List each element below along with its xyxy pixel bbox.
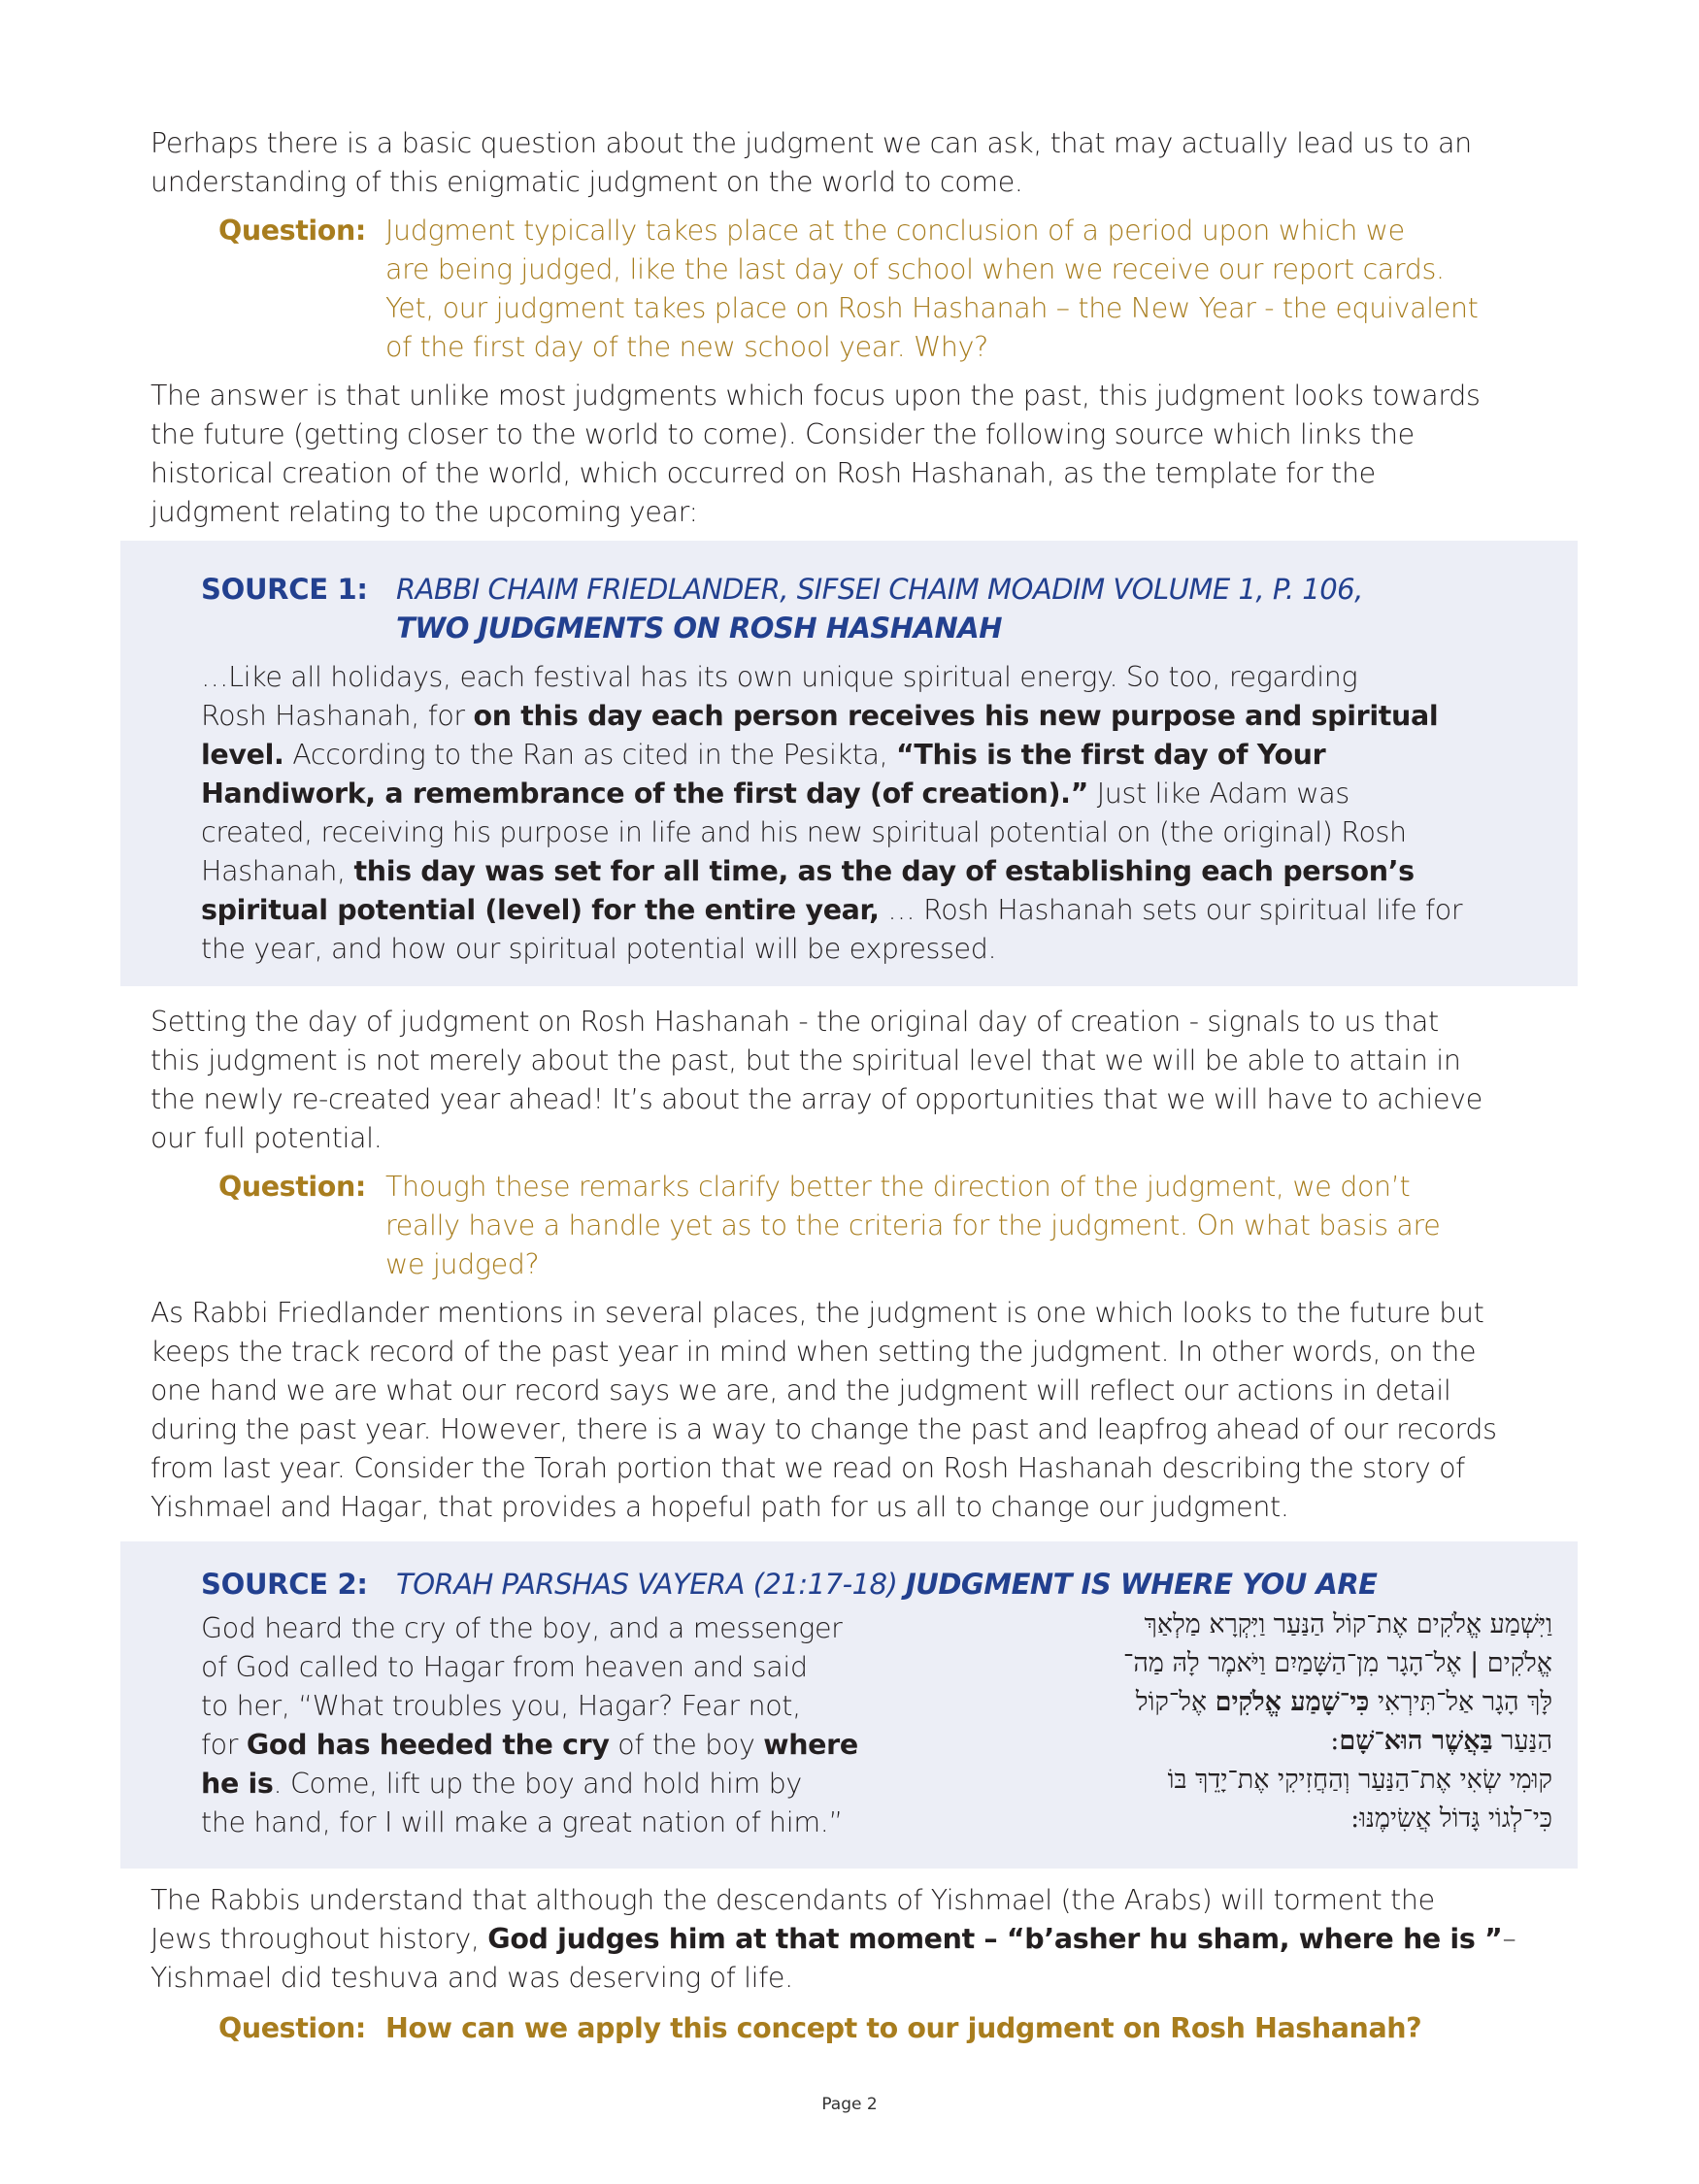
rabbis-paragraph xyxy=(150,1881,1516,1998)
text-run: for xyxy=(201,1729,247,1761)
text-line: Perhaps there is a basic question about the judgment we can ask, that may actually lead us to an xyxy=(150,127,1472,159)
question-text: How can we apply this concept to our judgment on Rosh Hashanah? xyxy=(385,2012,1422,2044)
text-line xyxy=(201,1648,858,1687)
question-3 xyxy=(0,2009,1699,2048)
text-line: the future (getting closer to the world to come). Consider the following source which links the xyxy=(150,418,1415,450)
source-title-bold: JUDGMENT IS WHERE YOU ARE xyxy=(906,1568,1378,1601)
text-line: we judged? xyxy=(385,1248,540,1280)
text-run: קוּמִי שְׂאִי אֶת־הַנַּעַר וְהַחֲזִיקִי אֶת־יָדֵךְ בּוֹ xyxy=(1167,1765,1552,1795)
text-line xyxy=(201,1687,858,1726)
text-line xyxy=(201,852,1462,891)
text-line: Judgment typically takes place at the conclusion of a period upon which we xyxy=(385,215,1405,247)
text-run: וַיִּשְׁמַע אֱלֹקִים אֶת־קוֹל הַנַּעַר וַיִּקְרָא מַלְאַךְ xyxy=(1144,1609,1552,1639)
answer-paragraph xyxy=(150,377,1481,532)
text-line xyxy=(201,891,1462,930)
text-run: God heard the cry of the boy, and a messenger xyxy=(201,1612,843,1644)
text-run: Yishmael did teshuva and was deserving of life. xyxy=(150,1962,793,1994)
text-line xyxy=(201,658,1462,697)
text-line xyxy=(201,1726,858,1765)
text-run: the year, and how our spiritual potential will be expressed. xyxy=(201,933,997,965)
text-line xyxy=(150,1959,1516,1998)
text-line: of the first day of the new school year. Why? xyxy=(385,331,988,363)
source-title-line: RABBI CHAIM FRIEDLANDER, SIFSEI CHAIM MOADIM VOLUME 1, P. 106, xyxy=(396,573,1363,606)
text-line: Yishmael and Hagar, that provides a hopeful path for us all to change our judgment. xyxy=(150,1491,1289,1523)
bold-text: this day was set for all time, as the day of establishing each person’s xyxy=(353,855,1415,887)
text-line: keeps the track record of the past year in mind when setting the judgment. In other words, on the xyxy=(150,1336,1477,1368)
text-line xyxy=(201,736,1462,775)
source-title xyxy=(396,570,1363,647)
bold-text: God has heeded the cry xyxy=(246,1729,610,1761)
text-line xyxy=(201,813,1462,852)
text-run: … Rosh Hashanah sets our spiritual life for xyxy=(879,894,1463,926)
text-run: Jews throughout history, xyxy=(150,1923,488,1955)
text-run: the hand, for I will make a great nation of him.” xyxy=(201,1806,843,1838)
bold-text: Handiwork, a remembrance of the first day (of creation).” xyxy=(201,778,1088,810)
bold-text: God judges him at that moment – “b’asher hu sham, where he is ” xyxy=(487,1923,1503,1955)
bold-text: level. xyxy=(201,739,284,771)
bold-text: he is xyxy=(201,1768,274,1800)
text-line xyxy=(1123,1605,1552,1644)
text-line: As Rabbi Friedlander mentions in several places, the judgment is one which looks to the future but xyxy=(150,1297,1484,1329)
text-run: לָּךְ הָגָר אַל־תִּירְאִי xyxy=(1369,1687,1552,1717)
bold-text: where xyxy=(763,1729,858,1761)
source-2-box xyxy=(120,1541,1578,1869)
text-line xyxy=(1123,1722,1552,1761)
text-line: during the past year. However, there is a way to change the past and leapfrog ahead of our records xyxy=(150,1413,1497,1445)
page-number: Page 2 xyxy=(821,2095,878,2114)
text-run: כִּי־לְגוֹי גָּדוֹל אֲשִׂימֶנּוּ: xyxy=(1350,1803,1552,1834)
text-line xyxy=(201,775,1462,813)
source-title xyxy=(396,1565,1377,1604)
text-run: אֱלֹקִים | אֶל־הָגָר מִן־הַשָּׁמַיִם וַיֹּאמֶר לָהּ מַה־ xyxy=(1123,1648,1552,1678)
text-line: really have a handle yet as to the criteria for the judgment. On what basis are xyxy=(385,1209,1441,1241)
text-line xyxy=(150,1881,1516,1920)
text-run: of God called to Hagar from heaven and said xyxy=(201,1651,808,1683)
bold-text: כִּי־שָׁמַע אֱלֹקִים xyxy=(1215,1687,1370,1717)
setting-paragraph xyxy=(150,1003,1482,1158)
question-2 xyxy=(0,1168,1699,1284)
text-run: הַנַּעַר xyxy=(1492,1726,1552,1756)
source-2-hebrew xyxy=(1123,1605,1552,1838)
question-text xyxy=(385,1168,1440,1284)
source-label: SOURCE 1: xyxy=(201,573,368,606)
intro-paragraph xyxy=(150,124,1472,202)
text-run: . Come, lift up the boy and hold him by xyxy=(273,1768,802,1800)
text-line: our full potential. xyxy=(150,1122,383,1154)
text-line: are being judged, like the last day of school when we receive our report cards. xyxy=(385,253,1445,285)
text-line xyxy=(1123,1683,1552,1722)
text-run: : xyxy=(1330,1726,1340,1756)
source-1-body xyxy=(201,658,1462,969)
text-run: The Rabbis understand that although the descendants of Yishmael (the Arabs) will torment the xyxy=(150,1884,1435,1916)
text-line: Setting the day of judgment on Rosh Hashanah - the original day of creation - signals to us that xyxy=(150,1006,1439,1038)
text-line xyxy=(201,697,1462,736)
question-label: Question: xyxy=(218,215,366,247)
bold-text: spiritual potential (level) for the entire year, xyxy=(201,894,880,926)
text-line: one hand we are what our record says we are, and the judgment will reflect our actions in detail xyxy=(150,1374,1451,1406)
bold-text: “This is the first day of Your xyxy=(896,739,1326,771)
text-line: the newly re-created year ahead! It’s about the array of opportunities that we will have to achieve xyxy=(150,1083,1482,1115)
bold-text: בַּאֲשֶׁר הוּא־שָׁם xyxy=(1339,1726,1493,1756)
text-line xyxy=(1123,1761,1552,1800)
text-line: Though these remarks clarify better the direction of the judgment, we don’t xyxy=(385,1171,1411,1203)
text-line: understanding of this enigmatic judgment on the world to come. xyxy=(150,166,1023,198)
text-line xyxy=(1123,1644,1552,1683)
text-run: created, receiving his purpose in life and his new spiritual potential on (the original) Rosh xyxy=(201,816,1407,848)
friedlander-paragraph xyxy=(150,1294,1497,1527)
source-title-text: TORAH PARSHAS VAYERA (21:17-18) xyxy=(396,1568,898,1601)
text-run: of the boy xyxy=(609,1729,764,1761)
source-title-line: TWO JUDGMENTS ON ROSH HASHANAH xyxy=(396,612,1002,645)
source-label: SOURCE 2: xyxy=(201,1568,368,1601)
source-2-english xyxy=(201,1609,858,1842)
text-run: According to the Ran as cited in the Pesikta, xyxy=(283,739,897,771)
question-label: Question: xyxy=(218,2012,366,2044)
text-line xyxy=(150,1920,1516,1959)
text-line: historical creation of the world, which occurred on Rosh Hashanah, as the template for the xyxy=(150,457,1376,489)
text-line: this judgment is not merely about the past, but the spiritual level that we will be able to attain in xyxy=(150,1044,1461,1076)
text-line: from last year. Consider the Torah portion that we read on Rosh Hashanah describing the story of xyxy=(150,1452,1465,1484)
text-run: Just like Adam was xyxy=(1087,778,1349,810)
question-text xyxy=(385,212,1478,367)
text-line: Yet, our judgment takes place on Rosh Hashanah – the New Year - the equivalent xyxy=(385,292,1479,324)
source-1-box xyxy=(120,541,1578,986)
bold-text: on this day each person receives his new purpose and spiritual xyxy=(473,700,1439,732)
text-run: Rosh Hashanah, for xyxy=(201,700,474,732)
text-line xyxy=(201,1609,858,1648)
text-line: judgment relating to the upcoming year: xyxy=(150,496,698,528)
text-line xyxy=(201,1765,858,1803)
text-run: …Like all holidays, each festival has its own unique spiritual energy. So too, regarding xyxy=(201,661,1358,693)
text-run: אֶל־קוֹל xyxy=(1135,1687,1216,1717)
text-run: to her, “What troubles you, Hagar? Fear not, xyxy=(201,1690,801,1722)
text-run: Hashanah, xyxy=(201,855,354,887)
text-line: The answer is that unlike most judgments which focus upon the past, this judgment looks towards xyxy=(150,380,1481,412)
question-label: Question: xyxy=(218,1171,366,1203)
question-1 xyxy=(0,212,1699,367)
text-line xyxy=(201,1803,858,1842)
text-line xyxy=(201,930,1462,969)
text-run: – xyxy=(1502,1923,1516,1955)
text-line xyxy=(1123,1800,1552,1838)
